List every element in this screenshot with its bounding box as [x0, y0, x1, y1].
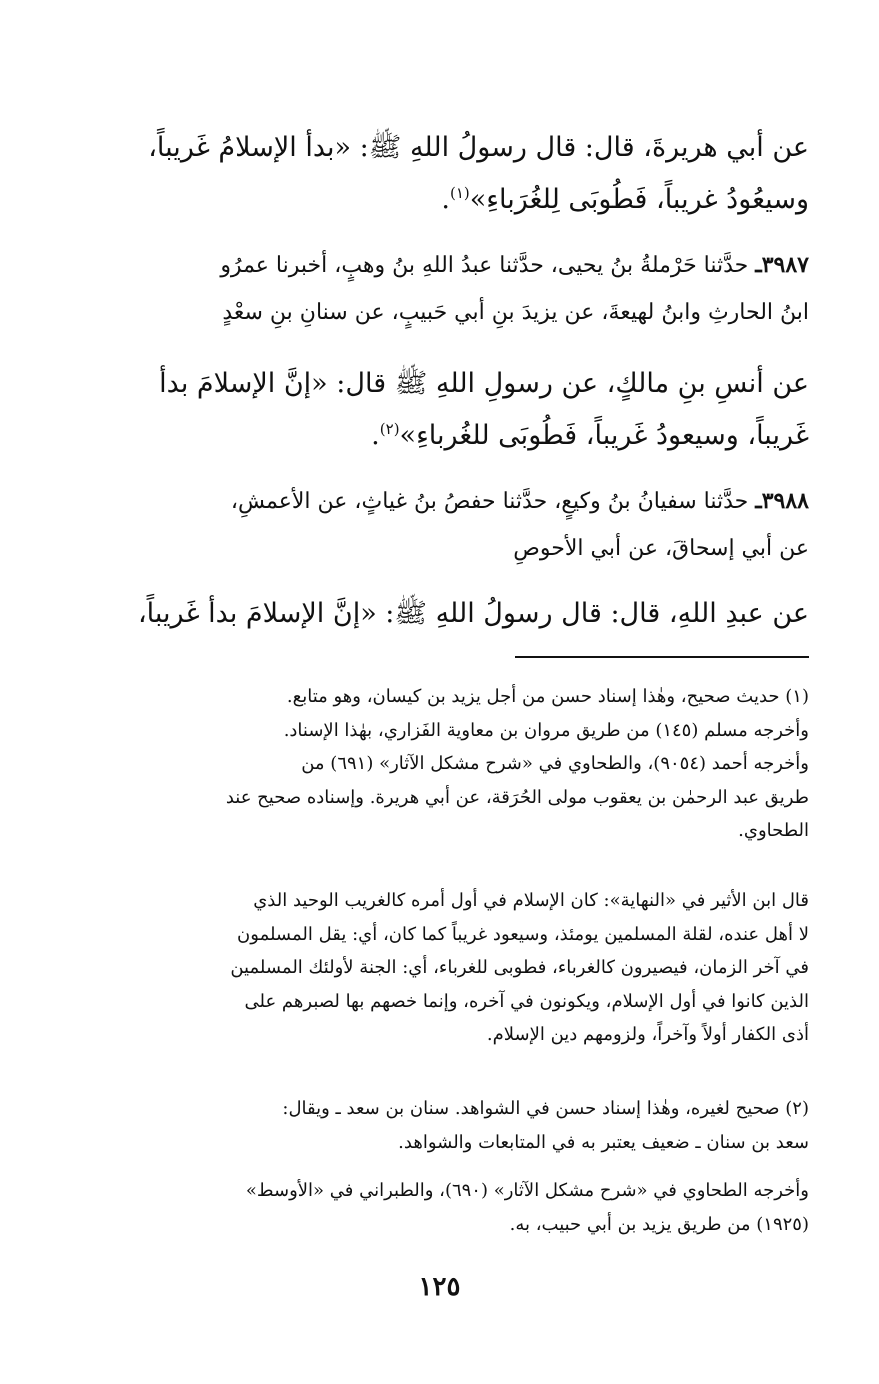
- footnote-line: قال ابن الأثير في «النهاية»: كان الإسلام في أول أمره كالغريب الوحيد الذي: [253, 890, 809, 911]
- matn-end-mark: .: [441, 184, 450, 215]
- matn-line-last: [69, 174, 809, 226]
- footnote-line: وأخرجه مسلم (١٤٥) من طريق مروان بن معاوية الفَزاري، بهٰذا الإسناد.: [283, 719, 809, 741]
- isnad-line: [69, 242, 809, 289]
- matn-line: عن عبدِ اللهِ، قال: قال رسولُ اللهِ ﷺ: «إنَّ الإسلامَ بدأ غَريباً،: [137, 598, 809, 629]
- footnote-line: أذى الكفار أولاً وآخراً، ولزومهم دين الإسلام.: [486, 1024, 809, 1045]
- hadith-3986-matn: [69, 122, 809, 226]
- footnote-1: [69, 680, 809, 848]
- hadith-3987-isnad: [69, 242, 809, 336]
- isnad-text: حدَّثنا حَرْملةُ بنُ يحيى، حدَّثنا عبدُ اللهِ بنُ وهبٍ، أخبرنا عمرُو: [220, 253, 749, 278]
- isnad-line: ابنُ الحارثِ وابنُ لهيعةَ، عن يزيدَ بنِ أبي حَبيبٍ، عن سنانِ بنِ سعْدٍ: [222, 300, 809, 325]
- page-number: ١٢٥: [418, 1272, 461, 1302]
- isnad-line: [69, 478, 809, 525]
- matn-line-last: [69, 410, 809, 462]
- matn-line-text: وسيعُودُ غريباً، فَطُوبَى لِلغُرَباءِ»: [469, 184, 809, 215]
- hadith-3987-matn: [69, 358, 809, 462]
- matn-line: عن أبي هريرةَ، قال: قال رسولُ اللهِ ﷺ: «بدأ الإسلامُ غَريباً،: [148, 132, 809, 163]
- footnote-2: [69, 1092, 809, 1159]
- footnote-ref-2[interactable]: (٢): [379, 420, 400, 438]
- matn-line-text: غَريباً، وسيعودُ غَريباً، فَطُوبَى للغُرباءِ»: [399, 420, 809, 451]
- hadith-3988-isnad: [69, 478, 809, 572]
- hadith-number: ٣٩٨٧ـ: [755, 252, 809, 278]
- hadith-3988-matn: [69, 588, 809, 640]
- footnote-line: الطحاوي.: [738, 820, 809, 841]
- matn-line: عن أنسِ بنِ مالكٍ، عن رسولِ اللهِ ﷺ قال: «إنَّ الإسلامَ بدأ: [159, 368, 809, 399]
- footnote-2-takhrij: [69, 1174, 809, 1241]
- footnote-line: (١٩٢٥) من طريق يزيد بن أبي حبيب، به.: [509, 1213, 809, 1235]
- footnote-line: الذين كانوا في أول الإسلام، ويكونون في آخره، وإنما خصهم بها لصبرهم على: [244, 990, 809, 1012]
- footnote-line: طريق عبد الرحمٰن بن يعقوب مولى الحُرَقة، عن أبي هريرة. وإسناده صحيح عند: [225, 786, 809, 808]
- footnote-1-explanation: [69, 884, 809, 1052]
- isnad-text: حدَّثنا سفيانُ بنُ وكيعٍ، حدَّثنا حفصُ بنُ غياثٍ، عن الأعمشِ،: [230, 489, 749, 514]
- footnote-line: في آخر الزمان، فيصيرون كالغرباء، فطوبى للغرباء، أي: الجنة لأولئك المسلمين: [230, 957, 809, 978]
- footnote-line: (١) حديث صحيح، وهٰذا إسناد حسن من أجل يزيد بن كيسان، وهو متابع.: [286, 686, 809, 707]
- matn-end-mark: .: [371, 420, 380, 451]
- footnote-line: (٢) صحيح لغيره، وهٰذا إسناد حسن في الشواهد. سنان بن سعد ـ ويقال:: [282, 1098, 809, 1119]
- footnote-ref-1[interactable]: (١): [449, 184, 470, 202]
- hadith-number: ٣٩٨٨ـ: [755, 488, 809, 514]
- footnote-line: وأخرجه الطحاوي في «شرح مشكل الآثار» (٦٩٠)، والطبراني في «الأوسط»: [245, 1180, 809, 1201]
- footnote-line: سعد بن سنان ـ ضعيف يعتبر به في المتابعات والشواهد.: [398, 1131, 809, 1153]
- isnad-line: عن أبي إسحاقَ، عن أبي الأحوصِ: [513, 536, 809, 561]
- footnote-separator: [515, 656, 809, 658]
- footnote-line: لا أهل عنده، لقلة المسلمين يومئذ، وسيعود غريباً كما كان، أي: يقل المسلمون: [237, 923, 809, 945]
- footnote-line: وأخرجه أحمد (٩٠٥٤)، والطحاوي في «شرح مشكل الآثار» (٦٩١) من: [301, 753, 809, 774]
